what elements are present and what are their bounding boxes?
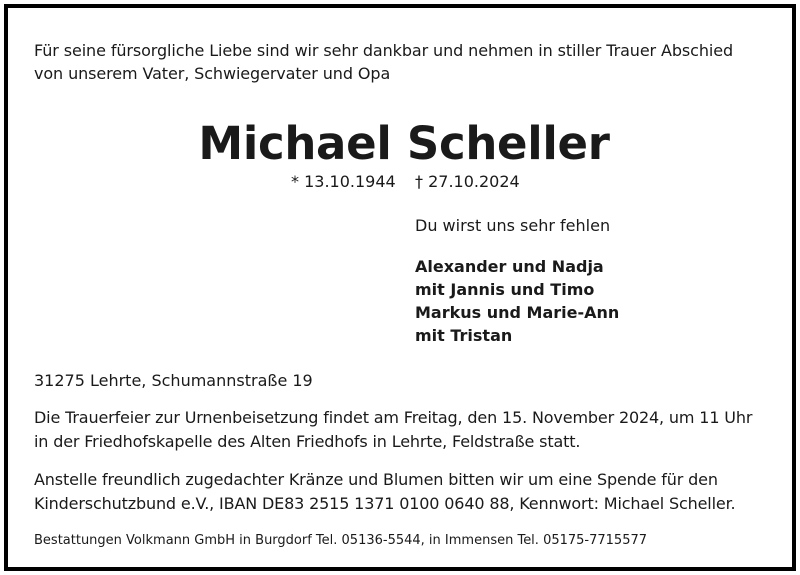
- obituary-frame: [4, 4, 796, 571]
- birth-date: * 13.10.1944: [291, 172, 396, 191]
- death-date: † 27.10.2024: [415, 172, 520, 191]
- donation-line-1: Anstelle freundlich zugedachter Kränze und Blumen bitten wir um eine Spende für den: [34, 470, 718, 489]
- family-address: 31275 Lehrte, Schumannstraße 19: [34, 371, 313, 390]
- ceremony-line-2: in der Friedhofskapelle des Alten Friedhofs in Lehrte, Feldstraße statt.: [34, 432, 581, 451]
- deceased-name: Michael Scheller: [198, 117, 610, 170]
- donation-info: [34, 468, 779, 516]
- family-signatures: [415, 255, 619, 347]
- family-line: mit Tristan: [415, 326, 513, 345]
- intro-line-2: von unserem Vater, Schwiegervater und Opa: [34, 64, 391, 83]
- family-line: Markus und Marie-Ann: [415, 303, 620, 322]
- funeral-home-footer: Bestattungen Volkmann GmbH in Burgdorf Tel. 05136-5544, in Immensen Tel. 05175-7715577: [34, 533, 648, 548]
- donation-line-2: Kinderschutzbund e.V., IBAN DE83 2515 1371 0100 0640 88, Kennwort: Michael Scheller.: [34, 494, 736, 513]
- family-line: Alexander und Nadja: [415, 257, 604, 276]
- farewell-message: Du wirst uns sehr fehlen: [415, 216, 611, 235]
- ceremony-info: [34, 406, 779, 454]
- intro-line-1: Für seine fürsorgliche Liebe sind wir sehr dankbar und nehmen in stiller Trauer Abschied: [34, 41, 734, 60]
- ceremony-line-1: Die Trauerfeier zur Urnenbeisetzung findet am Freitag, den 15. November 2024, um 11 Uhr: [34, 408, 753, 427]
- family-line: mit Jannis und Timo: [415, 280, 595, 299]
- intro-text: [34, 39, 774, 85]
